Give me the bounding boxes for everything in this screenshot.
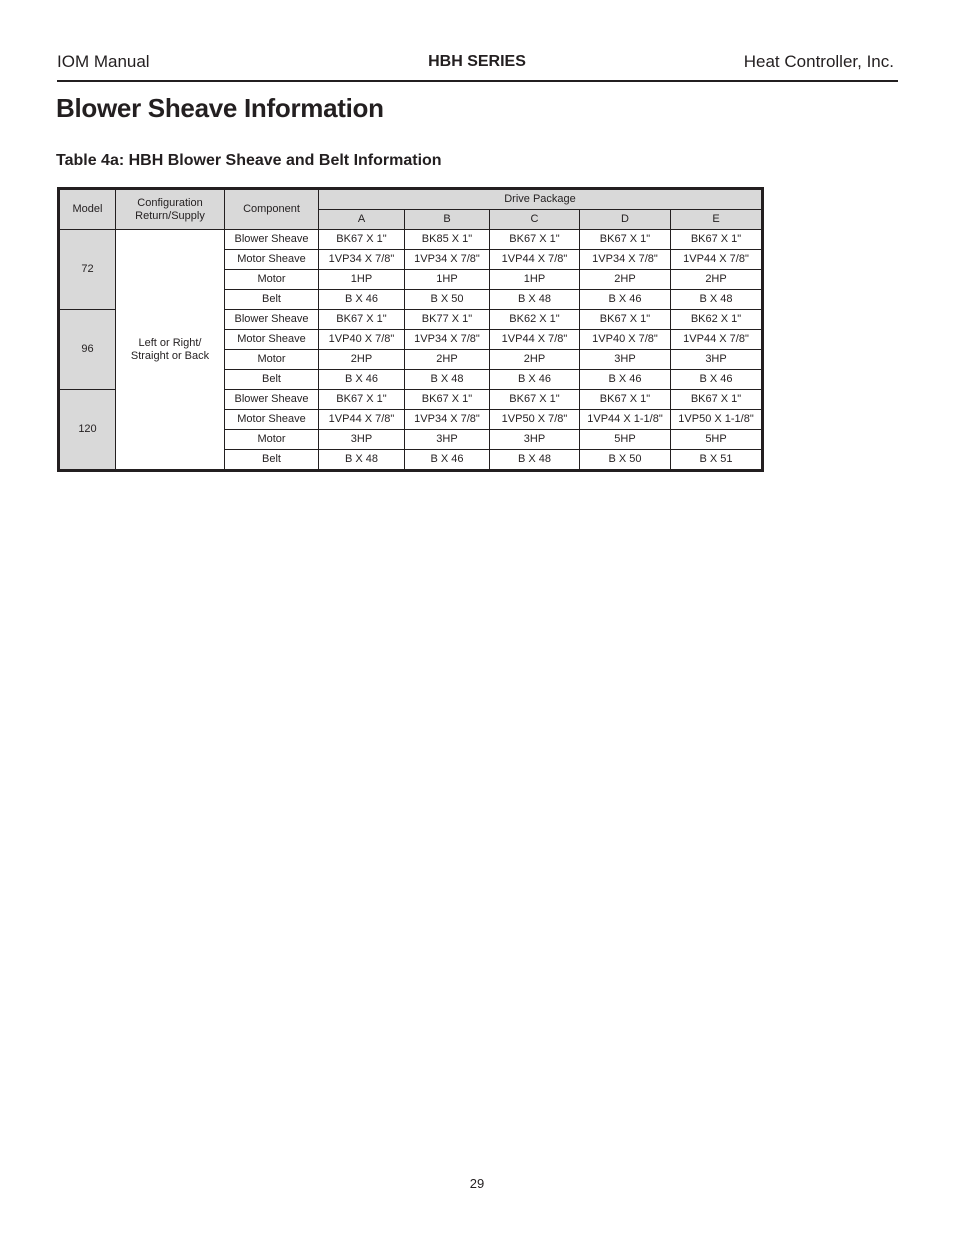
header-model: Model xyxy=(59,189,116,230)
value-cell: 2HP xyxy=(405,350,490,370)
table-body xyxy=(59,230,763,471)
value-cell: 2HP xyxy=(319,350,405,370)
component-cell: Motor Sheave xyxy=(225,250,319,270)
value-cell: 3HP xyxy=(490,430,580,450)
value-cell: B X 46 xyxy=(405,450,490,471)
header-package-a: A xyxy=(319,210,405,230)
component-cell: Motor xyxy=(225,430,319,450)
value-cell: 1VP34 X 7/8" xyxy=(405,330,490,350)
header-package-e: E xyxy=(671,210,763,230)
value-cell: 1VP34 X 7/8" xyxy=(580,250,671,270)
value-cell: 5HP xyxy=(671,430,763,450)
configuration-line2: Straight or Back xyxy=(130,349,210,362)
header-package-c: C xyxy=(490,210,580,230)
value-cell: 1VP50 X 7/8" xyxy=(490,410,580,430)
model-cell: 120 xyxy=(59,390,116,471)
value-cell: 2HP xyxy=(671,270,763,290)
value-cell: 3HP xyxy=(319,430,405,450)
value-cell: 1VP44 X 7/8" xyxy=(490,250,580,270)
value-cell: BK67 X 1" xyxy=(490,230,580,250)
value-cell: 5HP xyxy=(580,430,671,450)
model-cell: 72 xyxy=(59,230,116,310)
page-header xyxy=(57,52,897,80)
value-cell: B X 46 xyxy=(580,370,671,390)
value-cell: 3HP xyxy=(671,350,763,370)
value-cell: 1VP44 X 7/8" xyxy=(671,330,763,350)
value-cell: BK67 X 1" xyxy=(405,390,490,410)
value-cell: 1VP44 X 7/8" xyxy=(319,410,405,430)
page-number: 29 xyxy=(469,1176,485,1191)
value-cell: 1VP50 X 1-1/8" xyxy=(671,410,763,430)
value-cell: 1VP40 X 7/8" xyxy=(580,330,671,350)
value-cell: B X 46 xyxy=(580,290,671,310)
value-cell: BK67 X 1" xyxy=(319,230,405,250)
value-cell: B X 48 xyxy=(671,290,763,310)
model-cell: 96 xyxy=(59,310,116,390)
value-cell: 1VP34 X 7/8" xyxy=(405,410,490,430)
value-cell: BK67 X 1" xyxy=(671,390,763,410)
value-cell: 1HP xyxy=(319,270,405,290)
value-cell: 3HP xyxy=(405,430,490,450)
header-configuration-line1: Configuration xyxy=(137,196,203,209)
header-manual-label: IOM Manual xyxy=(57,52,150,71)
value-cell: 1VP34 X 7/8" xyxy=(405,250,490,270)
value-cell: BK67 X 1" xyxy=(671,230,763,250)
value-cell: B X 50 xyxy=(405,290,490,310)
header-configuration xyxy=(116,189,225,230)
value-cell: 1HP xyxy=(405,270,490,290)
value-cell: BK62 X 1" xyxy=(671,310,763,330)
value-cell: B X 48 xyxy=(405,370,490,390)
value-cell: BK67 X 1" xyxy=(490,390,580,410)
header-package-d: D xyxy=(580,210,671,230)
configuration-line1: Left or Right/ xyxy=(138,336,202,349)
component-cell: Belt xyxy=(225,290,319,310)
value-cell: 1VP44 X 7/8" xyxy=(671,250,763,270)
value-cell: B X 50 xyxy=(580,450,671,471)
value-cell: 1HP xyxy=(490,270,580,290)
value-cell: 2HP xyxy=(490,350,580,370)
value-cell: BK67 X 1" xyxy=(319,310,405,330)
header-series-label: HBH SERIES xyxy=(428,53,526,70)
value-cell: B X 46 xyxy=(319,370,405,390)
value-cell: B X 48 xyxy=(319,450,405,471)
value-cell: BK85 X 1" xyxy=(405,230,490,250)
component-cell: Motor Sheave xyxy=(225,410,319,430)
value-cell: BK67 X 1" xyxy=(580,230,671,250)
value-cell: 1VP40 X 7/8" xyxy=(319,330,405,350)
component-cell: Blower Sheave xyxy=(225,230,319,250)
value-cell: 1VP44 X 1-1/8" xyxy=(580,410,671,430)
value-cell: 2HP xyxy=(580,270,671,290)
value-cell: BK77 X 1" xyxy=(405,310,490,330)
component-cell: Motor xyxy=(225,350,319,370)
component-cell: Belt xyxy=(225,370,319,390)
value-cell: B X 46 xyxy=(490,370,580,390)
value-cell: B X 46 xyxy=(671,370,763,390)
sheave-belt-table xyxy=(57,187,764,472)
component-cell: Blower Sheave xyxy=(225,390,319,410)
header-configuration-line2: Return/Supply xyxy=(135,209,205,222)
value-cell: B X 51 xyxy=(671,450,763,471)
value-cell: BK67 X 1" xyxy=(580,390,671,410)
value-cell: B X 48 xyxy=(490,450,580,471)
component-cell: Motor Sheave xyxy=(225,330,319,350)
value-cell: 1VP44 X 7/8" xyxy=(490,330,580,350)
value-cell: B X 46 xyxy=(319,290,405,310)
header-component: Component xyxy=(225,189,319,230)
value-cell: 3HP xyxy=(580,350,671,370)
value-cell: BK67 X 1" xyxy=(580,310,671,330)
component-cell: Blower Sheave xyxy=(225,310,319,330)
value-cell: BK67 X 1" xyxy=(319,390,405,410)
component-cell: Belt xyxy=(225,450,319,471)
value-cell: B X 48 xyxy=(490,290,580,310)
header-company-label: Heat Controller, Inc. xyxy=(743,52,894,71)
component-cell: Motor xyxy=(225,270,319,290)
header-rule xyxy=(57,80,898,82)
value-cell: BK62 X 1" xyxy=(490,310,580,330)
table-title: Table 4a: HBH Blower Sheave and Belt Information xyxy=(56,152,442,169)
page-title: Blower Sheave Information xyxy=(56,93,384,123)
table-row xyxy=(59,230,763,250)
header-drive-package: Drive Package xyxy=(319,189,763,210)
header-package-b: B xyxy=(405,210,490,230)
configuration-cell xyxy=(116,230,225,471)
value-cell: 1VP34 X 7/8" xyxy=(319,250,405,270)
